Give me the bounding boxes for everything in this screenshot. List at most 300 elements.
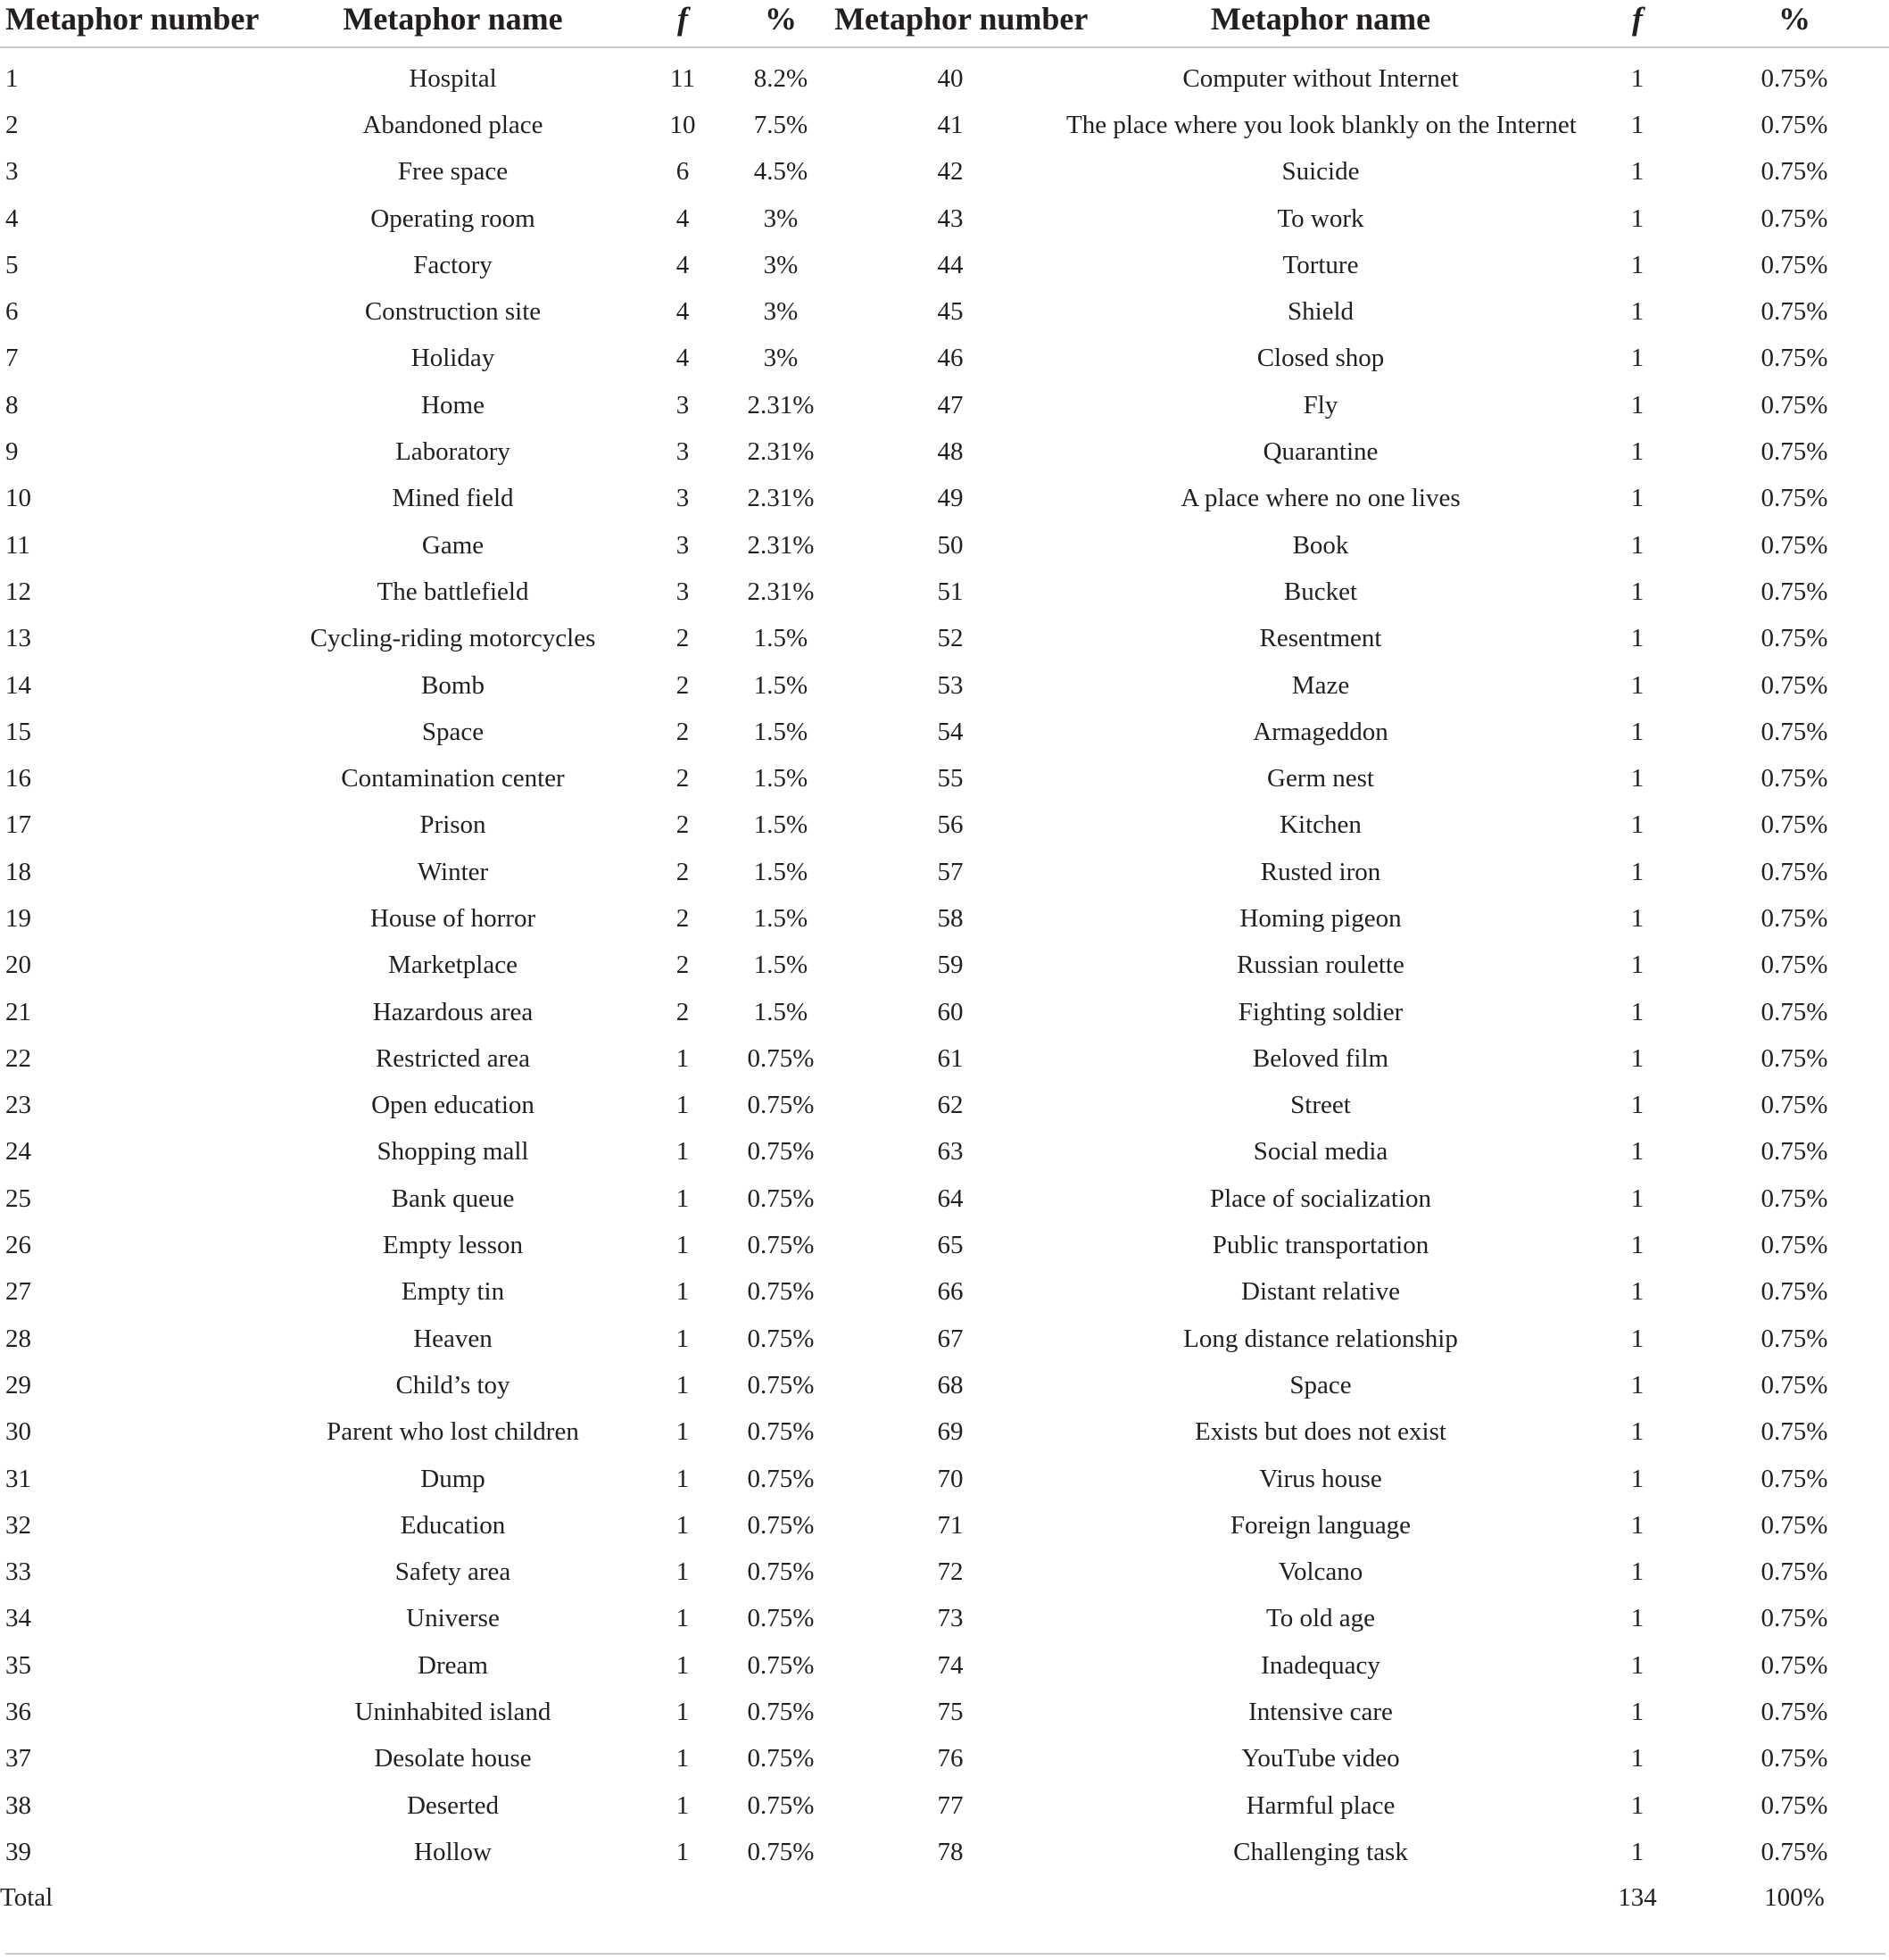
metaphor-number: 19 xyxy=(5,903,31,933)
metaphor-name-right: Shield xyxy=(1287,297,1355,327)
frequency-right: 1 xyxy=(1630,1698,1645,1727)
frequency-right: 1 xyxy=(1630,1510,1645,1540)
percent-right: 0.75% xyxy=(1761,1277,1828,1307)
metaphor-name: Safety area xyxy=(394,1557,511,1587)
header-rule xyxy=(0,39,1889,55)
frequency: 1 xyxy=(675,1137,690,1167)
metaphor-number: 22 xyxy=(5,1043,31,1073)
frequency: 1 xyxy=(675,1231,690,1260)
frequency-right: 1 xyxy=(1630,670,1645,700)
frequency: 1 xyxy=(675,1557,690,1587)
frequency: 2 xyxy=(675,717,690,746)
percent-right: 0.75% xyxy=(1761,530,1828,560)
percent-right: 0.75% xyxy=(1761,1744,1828,1773)
percent-right: 0.75% xyxy=(1761,1324,1828,1353)
metaphor-name: Marketplace xyxy=(388,951,518,980)
metaphor-number-right: 54 xyxy=(937,717,964,746)
frequency-right: 1 xyxy=(1630,1744,1645,1773)
metaphor-name-right: Volcano xyxy=(1278,1557,1363,1587)
table-row xyxy=(0,1456,1889,1502)
metaphor-name-right: Public transportation xyxy=(1212,1231,1429,1260)
frequency-right: 1 xyxy=(1630,951,1645,980)
table-row xyxy=(0,195,1889,242)
metaphor-number-right: 56 xyxy=(937,810,964,840)
frequency-right: 1 xyxy=(1630,1837,1645,1866)
metaphor-name-right: Distant relative xyxy=(1241,1277,1400,1307)
metaphor-number: 3 xyxy=(5,157,19,187)
percent: 0.75% xyxy=(747,1091,815,1120)
metaphor-name: Bomb xyxy=(421,670,485,700)
metaphor-number-right: 76 xyxy=(937,1744,964,1773)
frequency: 4 xyxy=(675,203,690,233)
metaphor-number-right: 67 xyxy=(937,1324,964,1353)
metaphor-name: Holiday xyxy=(410,344,495,373)
metaphor-number: 34 xyxy=(5,1604,31,1633)
percent-right: 0.75% xyxy=(1761,1043,1828,1073)
metaphor-name-right: Social media xyxy=(1253,1137,1388,1167)
percent: 0.75% xyxy=(747,1557,815,1587)
percent: 1.5% xyxy=(753,997,808,1026)
metaphor-name-right: YouTube video xyxy=(1241,1744,1400,1773)
metaphor-name-right: To old age xyxy=(1266,1604,1375,1633)
percent: 3% xyxy=(763,297,799,327)
frequency: 4 xyxy=(675,297,690,327)
metaphor-name: Education xyxy=(400,1510,506,1540)
metaphor-name: House of horror xyxy=(369,903,536,933)
metaphor-name-right: To work xyxy=(1277,203,1364,233)
metaphor-number: 26 xyxy=(5,1231,31,1260)
total-empty-3 xyxy=(727,1876,834,1921)
frequency-right: 1 xyxy=(1630,1043,1645,1073)
metaphor-name: Parent who lost children xyxy=(327,1417,579,1447)
table-row xyxy=(0,1736,1889,1782)
frequency-right: 1 xyxy=(1630,1231,1645,1260)
percent: 0.75% xyxy=(747,1324,815,1353)
metaphor-number-right: 47 xyxy=(937,390,964,419)
frequency-right: 1 xyxy=(1630,1557,1645,1587)
metaphor-name-right: Space xyxy=(1289,1370,1352,1399)
metaphor-number-right: 62 xyxy=(937,1091,964,1120)
metaphor-name-right: Inadequacy xyxy=(1261,1650,1380,1680)
frequency: 11 xyxy=(670,63,695,93)
table-row xyxy=(0,288,1889,335)
metaphor-name: Heaven xyxy=(413,1324,493,1353)
metaphor-name-right: Foreign language xyxy=(1230,1510,1412,1540)
metaphor-name: Home xyxy=(421,390,485,419)
metaphor-number-right: 73 xyxy=(937,1604,964,1633)
metaphor-number-right: 66 xyxy=(937,1277,964,1307)
percent: 0.75% xyxy=(747,1043,815,1073)
table-row xyxy=(0,336,1889,382)
metaphor-name: The battlefield xyxy=(377,577,529,606)
frequency: 2 xyxy=(675,764,690,793)
percent-right: 0.75% xyxy=(1761,1510,1828,1540)
metaphor-number: 18 xyxy=(5,857,31,886)
percent-right: 0.75% xyxy=(1761,1557,1828,1587)
metaphor-number-right: 49 xyxy=(937,484,964,513)
percent: 8.2% xyxy=(753,63,808,93)
metaphor-number-right: 55 xyxy=(937,764,964,793)
percent: 0.75% xyxy=(747,1510,815,1540)
metaphor-number-right: 78 xyxy=(937,1837,964,1866)
metaphor-name-right: Intensive care xyxy=(1248,1698,1393,1727)
metaphor-name-right: Challenging task xyxy=(1233,1837,1408,1866)
percent: 1.5% xyxy=(753,903,808,933)
metaphor-number-right: 45 xyxy=(937,297,964,327)
percent-right: 0.75% xyxy=(1761,1370,1828,1399)
frequency-right: 1 xyxy=(1630,810,1645,840)
table-row xyxy=(0,55,1889,102)
percent: 0.75% xyxy=(747,1604,815,1633)
metaphor-name-right: Torture xyxy=(1282,250,1359,279)
percent-right: 0.75% xyxy=(1761,63,1828,93)
metaphor-name: Universe xyxy=(406,1604,500,1633)
metaphor-name-right: Virus house xyxy=(1259,1464,1382,1493)
frequency: 2 xyxy=(675,997,690,1026)
frequency: 1 xyxy=(675,1650,690,1680)
table-row xyxy=(0,102,1889,148)
metaphor-name: Uninhabited island xyxy=(354,1698,551,1727)
table-row xyxy=(0,476,1889,522)
metaphor-name-right: The place where you look blankly on the Internet xyxy=(1066,110,1577,139)
percent-right: 0.75% xyxy=(1761,1183,1828,1213)
metaphor-name: Mined field xyxy=(392,484,514,513)
percent: 3% xyxy=(763,250,799,279)
table-row xyxy=(0,569,1889,615)
metaphor-name: Empty lesson xyxy=(382,1231,524,1260)
metaphor-number-right: 71 xyxy=(937,1510,964,1540)
frequency-right: 1 xyxy=(1630,250,1645,279)
percent: 1.5% xyxy=(753,624,808,653)
metaphor-name-right: Long distance relationship xyxy=(1183,1324,1458,1353)
frequency-right: 1 xyxy=(1630,1604,1645,1633)
frequency: 1 xyxy=(675,1510,690,1540)
header-percent: % xyxy=(765,1,797,37)
table-row xyxy=(0,1642,1889,1689)
metaphor-name: Desolate house xyxy=(374,1744,532,1773)
metaphor-number-right: 60 xyxy=(937,997,964,1026)
percent: 2.31% xyxy=(747,530,815,560)
metaphor-name: Child’s toy xyxy=(395,1370,510,1399)
metaphor-name: Dump xyxy=(420,1464,485,1493)
table-footer xyxy=(0,1876,1889,1921)
metaphor-number-right: 44 xyxy=(937,250,964,279)
metaphor-name: Construction site xyxy=(364,297,542,327)
table-row xyxy=(0,755,1889,801)
metaphor-number: 1 xyxy=(5,63,19,93)
metaphor-name: Space xyxy=(421,717,485,746)
metaphor-number-right: 50 xyxy=(937,530,964,560)
header-row xyxy=(0,0,1889,39)
table-body xyxy=(0,55,1889,1876)
percent-right: 0.75% xyxy=(1761,857,1828,886)
total-empty-2 xyxy=(638,1876,727,1921)
table-row xyxy=(0,1175,1889,1222)
percent-right: 0.75% xyxy=(1761,297,1828,327)
metaphor-number: 28 xyxy=(5,1324,31,1353)
metaphor-number: 12 xyxy=(5,577,31,606)
percent-right: 0.75% xyxy=(1761,1137,1828,1167)
frequency-right: 1 xyxy=(1630,717,1645,746)
metaphor-name-right: Exists but does not exist xyxy=(1195,1417,1446,1447)
table-header xyxy=(0,0,1889,55)
metaphor-number: 11 xyxy=(5,530,30,560)
metaphor-name-right: Fly xyxy=(1303,390,1338,419)
metaphor-name: Hospital xyxy=(409,63,497,93)
percent: 0.75% xyxy=(747,1370,815,1399)
frequency-right: 1 xyxy=(1630,297,1645,327)
metaphor-name-right: Armageddon xyxy=(1253,717,1388,746)
percent-right: 0.75% xyxy=(1761,1698,1828,1727)
frequency: 1 xyxy=(675,1790,690,1820)
metaphor-number: 27 xyxy=(5,1277,31,1307)
frequency-right: 1 xyxy=(1630,1091,1645,1120)
metaphor-name: Cycling-riding motorcycles xyxy=(310,624,596,653)
percent-right: 0.75% xyxy=(1761,344,1828,373)
metaphor-number: 35 xyxy=(5,1650,31,1680)
frequency-right: 1 xyxy=(1630,1417,1645,1447)
metaphor-name: Free space xyxy=(397,157,509,187)
frequency-right: 1 xyxy=(1630,577,1645,606)
frequency-right: 1 xyxy=(1630,1277,1645,1307)
metaphor-number-right: 57 xyxy=(937,857,964,886)
metaphor-number-right: 42 xyxy=(937,157,964,187)
table-row xyxy=(0,1316,1889,1362)
frequency-right: 1 xyxy=(1630,1650,1645,1680)
percent-right: 0.75% xyxy=(1761,110,1828,139)
metaphor-number: 31 xyxy=(5,1464,31,1493)
table-row xyxy=(0,1129,1889,1175)
percent: 0.75% xyxy=(747,1417,815,1447)
percent-right: 0.75% xyxy=(1761,997,1828,1026)
percent: 7.5% xyxy=(753,110,808,139)
frequency: 3 xyxy=(675,530,690,560)
table-row xyxy=(0,1549,1889,1596)
total-empty-5 xyxy=(1066,1876,1575,1921)
metaphor-number: 7 xyxy=(5,344,19,373)
metaphor-name: Contamination center xyxy=(341,764,565,793)
percent: 2.31% xyxy=(747,577,815,606)
metaphor-number-right: 40 xyxy=(937,63,964,93)
frequency: 3 xyxy=(675,484,690,513)
metaphor-name-right: Book xyxy=(1292,530,1349,560)
metaphor-name-right: Beloved film xyxy=(1252,1043,1389,1073)
frequency: 1 xyxy=(675,1324,690,1353)
percent: 0.75% xyxy=(747,1698,815,1727)
metaphor-number-right: 51 xyxy=(937,577,964,606)
metaphor-number: 2 xyxy=(5,110,19,139)
frequency: 10 xyxy=(669,110,696,139)
percent: 0.75% xyxy=(747,1744,815,1773)
metaphor-name: Factory xyxy=(413,250,493,279)
header-divider xyxy=(0,39,1889,55)
metaphor-number: 37 xyxy=(5,1744,31,1773)
percent-right: 0.75% xyxy=(1761,1650,1828,1680)
percent: 0.75% xyxy=(747,1650,815,1680)
frequency: 6 xyxy=(675,157,690,187)
frequency: 2 xyxy=(675,670,690,700)
frequency-right: 1 xyxy=(1630,624,1645,653)
table-row xyxy=(0,522,1889,569)
frequency: 2 xyxy=(675,903,690,933)
header-frequency-label-right: f xyxy=(1632,1,1643,37)
metaphor-number-right: 41 xyxy=(937,110,964,139)
table-row xyxy=(0,1782,1889,1829)
metaphor-name: Game xyxy=(421,530,485,560)
percent: 0.75% xyxy=(747,1277,815,1307)
metaphor-number: 23 xyxy=(5,1091,31,1120)
percent-right: 0.75% xyxy=(1761,903,1828,933)
metaphor-name-right: Quarantine xyxy=(1263,437,1379,467)
metaphor-number-right: 46 xyxy=(937,344,964,373)
frequency-right: 1 xyxy=(1630,1464,1645,1493)
total-frequency: 134 xyxy=(1618,1883,1657,1913)
percent-right: 0.75% xyxy=(1761,1604,1828,1633)
metaphor-number: 9 xyxy=(5,437,19,467)
frequency-right: 1 xyxy=(1630,1183,1645,1213)
metaphor-number: 13 xyxy=(5,624,31,653)
percent: 1.5% xyxy=(753,951,808,980)
metaphor-number-right: 72 xyxy=(937,1557,964,1587)
metaphor-number: 24 xyxy=(5,1137,31,1167)
metaphor-number-right: 58 xyxy=(937,903,964,933)
header-frequency xyxy=(638,0,727,39)
metaphor-number: 6 xyxy=(5,297,19,327)
frequency-right: 1 xyxy=(1630,1370,1645,1399)
metaphor-name: Deserted xyxy=(406,1790,500,1820)
metaphor-name-right: Maze xyxy=(1291,670,1350,700)
header-percent-right: % xyxy=(1778,1,1810,37)
percent-right: 0.75% xyxy=(1761,810,1828,840)
percent: 0.75% xyxy=(747,1231,815,1260)
header-metaphor-number: Metaphor number xyxy=(5,1,260,37)
table-row xyxy=(0,428,1889,475)
metaphor-number-right: 48 xyxy=(937,437,964,467)
metaphor-name: Dream xyxy=(418,1650,488,1680)
frequency: 1 xyxy=(675,1417,690,1447)
frequency-right: 1 xyxy=(1630,1137,1645,1167)
table-row xyxy=(0,1409,1889,1456)
frequency-right: 1 xyxy=(1630,484,1645,513)
table-row xyxy=(0,802,1889,849)
metaphor-name: Bank queue xyxy=(391,1183,515,1213)
metaphor-name-right: Resentment xyxy=(1259,624,1382,653)
metaphor-number-right: 74 xyxy=(937,1650,964,1680)
frequency-right: 1 xyxy=(1630,857,1645,886)
metaphor-number: 29 xyxy=(5,1370,31,1399)
metaphor-name: Empty tin xyxy=(401,1277,505,1307)
percent-right: 0.75% xyxy=(1761,764,1828,793)
table-row xyxy=(0,616,1889,662)
percent: 1.5% xyxy=(753,810,808,840)
table-row xyxy=(0,1596,1889,1642)
metaphor-number: 17 xyxy=(5,810,31,840)
percent: 0.75% xyxy=(747,1464,815,1493)
percent-right: 0.75% xyxy=(1761,717,1828,746)
table-row xyxy=(0,849,1889,895)
metaphor-name: Prison xyxy=(419,810,486,840)
table-row xyxy=(0,149,1889,195)
table-row xyxy=(0,382,1889,428)
frequency: 3 xyxy=(675,437,690,467)
metaphor-name: Operating room xyxy=(370,203,535,233)
total-row xyxy=(0,1876,1889,1921)
percent-right: 0.75% xyxy=(1761,437,1828,467)
percent: 1.5% xyxy=(753,857,808,886)
metaphor-number: 4 xyxy=(5,203,19,233)
header-divider-line xyxy=(0,46,1889,48)
table-row xyxy=(0,1689,1889,1735)
percent: 1.5% xyxy=(753,717,808,746)
table-row xyxy=(0,1362,1889,1408)
frequency: 1 xyxy=(675,1744,690,1773)
frequency-right: 1 xyxy=(1630,764,1645,793)
metaphor-number-right: 69 xyxy=(937,1417,964,1447)
percent-right: 0.75% xyxy=(1761,390,1828,419)
percent-right: 0.75% xyxy=(1761,951,1828,980)
metaphor-number: 39 xyxy=(5,1837,31,1866)
metaphor-number-right: 59 xyxy=(937,951,964,980)
frequency-right: 1 xyxy=(1630,110,1645,139)
frequency-right: 1 xyxy=(1630,1790,1645,1820)
total-label: Total xyxy=(0,1883,54,1913)
frequency-right: 1 xyxy=(1630,903,1645,933)
table-row xyxy=(0,943,1889,989)
metaphor-number: 14 xyxy=(5,670,31,700)
metaphor-name-right: Place of socialization xyxy=(1209,1183,1431,1213)
metaphor-number: 30 xyxy=(5,1417,31,1447)
percent-right: 0.75% xyxy=(1761,484,1828,513)
percent-right: 0.75% xyxy=(1761,1837,1828,1866)
total-empty-4 xyxy=(834,1876,1066,1921)
metaphor-number: 8 xyxy=(5,390,19,419)
metaphor-number-right: 75 xyxy=(937,1698,964,1727)
frequency: 1 xyxy=(675,1464,690,1493)
metaphor-name-right: Closed shop xyxy=(1256,344,1385,373)
frequency: 1 xyxy=(675,1370,690,1399)
table-row xyxy=(0,242,1889,288)
header-metaphor-name: Metaphor name xyxy=(343,1,563,37)
table-row xyxy=(0,1035,1889,1082)
percent: 3% xyxy=(763,344,799,373)
metaphor-number-right: 63 xyxy=(937,1137,964,1167)
metaphor-number: 25 xyxy=(5,1183,31,1213)
percent-right: 0.75% xyxy=(1761,1790,1828,1820)
frequency-right: 1 xyxy=(1630,63,1645,93)
metaphor-number: 38 xyxy=(5,1790,31,1820)
table-row xyxy=(0,895,1889,942)
metaphor-name-right: Harmful place xyxy=(1246,1790,1396,1820)
percent: 0.75% xyxy=(747,1837,815,1866)
metaphor-name: Open education xyxy=(371,1091,534,1120)
metaphor-number: 5 xyxy=(5,250,19,279)
metaphor-number-right: 53 xyxy=(937,670,964,700)
frequency: 2 xyxy=(675,857,690,886)
percent: 3% xyxy=(763,203,799,233)
metaphor-name-right: Kitchen xyxy=(1280,810,1362,840)
percent-right: 0.75% xyxy=(1761,1091,1828,1120)
table-row xyxy=(0,1829,1889,1875)
percent: 2.31% xyxy=(747,390,815,419)
percent-right: 0.75% xyxy=(1761,157,1828,187)
metaphor-number-right: 43 xyxy=(937,203,964,233)
percent: 2.31% xyxy=(747,437,815,467)
metaphor-name-right: Suicide xyxy=(1281,157,1360,187)
metaphor-name-right: Street xyxy=(1290,1091,1351,1120)
percent-right: 0.75% xyxy=(1761,1231,1828,1260)
metaphor-name: Hollow xyxy=(414,1837,492,1866)
metaphor-name-right: Fighting soldier xyxy=(1238,997,1404,1026)
